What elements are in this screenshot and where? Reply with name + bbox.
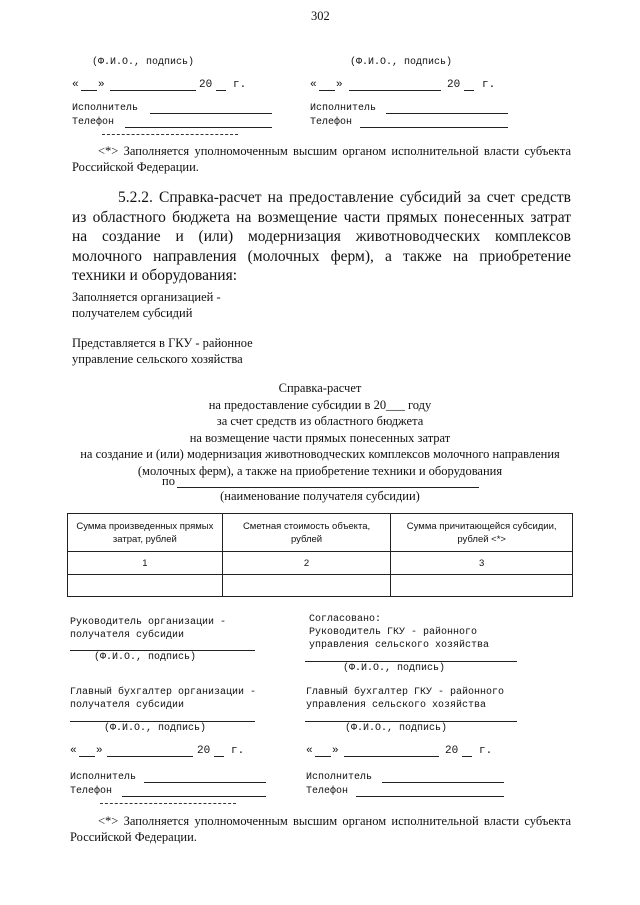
table-cell-empty[interactable] <box>68 575 223 597</box>
filled-by-line2: получателем субсидий <box>72 306 193 320</box>
date-quote-open: « <box>72 79 79 91</box>
date-year: 20 <box>447 79 461 91</box>
submitted-to-line2: управление сельского хозяйства <box>72 352 243 366</box>
date-quote-close: » <box>98 79 105 91</box>
table-number-row <box>68 552 573 575</box>
executor-label: Исполнитель <box>310 103 377 114</box>
phone-label: Телефон <box>306 786 349 797</box>
date-quote-close: » <box>332 745 339 757</box>
date-quote-open: « <box>70 745 77 757</box>
filled-by-note <box>72 289 221 321</box>
table-header-cell: Сметная стоимость объекта, рублей <box>222 514 391 552</box>
calculation-table <box>67 513 573 597</box>
table-cell: 1 <box>68 552 223 575</box>
form-line: на предоставление субсидии в 20___ году <box>208 397 432 412</box>
section-heading: 5.2.2. Справка-расчет на предоставление субсидий за счет средств из областного бюджета на возмещение части прямых понесенных затрат на создание и (или) модернизация животноводческих комплексов молочного направления (молочных ферм), а также на приобретение техники и оборудования: <box>72 189 571 284</box>
signature-line <box>305 721 517 722</box>
form-line: на возмещение части прямых понесенных затрат <box>189 430 451 445</box>
date-suffix: г. <box>231 745 245 757</box>
form-line: (молочных ферм), а также на приобретение техники и оборудования <box>137 463 503 478</box>
table-row <box>68 575 573 597</box>
recipient-caption: (наименование получателя субсидии) <box>220 489 420 503</box>
date-quote-close: » <box>96 745 103 757</box>
table-cell-empty[interactable] <box>391 575 573 597</box>
date-year: 20 <box>445 745 459 757</box>
form-po-label: по <box>162 474 175 488</box>
date-quote-open: « <box>306 745 313 757</box>
acc-org-line1: Главный бухгалтер организации - <box>70 687 257 698</box>
date-suffix: г. <box>482 79 496 91</box>
table-header-row <box>68 514 573 552</box>
executor-label: Исполнитель <box>306 772 373 783</box>
footnote: <*> Заполняется уполномоченным высшим органом исполнительной власти субъекта Российской Федерации. <box>70 814 571 844</box>
recipient-name-line <box>177 487 479 488</box>
table-cell: 2 <box>222 552 391 575</box>
executor-label: Исполнитель <box>72 103 139 114</box>
signature-caption-left: (Ф.И.О., подпись) <box>92 57 195 68</box>
head-gku-line1: Руководитель ГКУ - районного <box>309 627 478 638</box>
date-year: 20 <box>197 745 211 757</box>
form-line: на создание и (или) модернизация животноводческих комплексов молочного направления <box>80 447 560 461</box>
phone-label: Телефон <box>72 117 115 128</box>
form-title-block <box>0 380 640 479</box>
date-quote-close: » <box>336 79 343 91</box>
date-suffix: г. <box>233 79 247 91</box>
signature-caption-right: (Ф.И.О., подпись) <box>350 57 453 68</box>
acc-org-label <box>70 686 256 712</box>
signature-caption: (Ф.И.О., подпись) <box>94 652 197 663</box>
head-gku-line2: управления сельского хозяйства <box>309 640 490 651</box>
acc-gku-line2: управления сельского хозяйства <box>306 700 487 711</box>
submitted-to-line1: Представляется в ГКУ - районное <box>72 336 253 350</box>
acc-gku-label <box>306 686 504 712</box>
signature-caption: (Ф.И.О., подпись) <box>104 723 207 734</box>
head-org-line1: Руководитель организации - <box>70 617 227 628</box>
signature-caption: (Ф.И.О., подпись) <box>343 663 446 674</box>
head-org-label <box>70 616 226 642</box>
filled-by-line1: Заполняется организацией - <box>72 290 221 304</box>
phone-label: Телефон <box>310 117 353 128</box>
page-number: 302 <box>311 9 330 23</box>
table-cell: 3 <box>391 552 573 575</box>
phone-label: Телефон <box>70 786 113 797</box>
table-header-cell: Сумма произведенных прямых затрат, рублей <box>68 514 223 552</box>
submitted-to-note <box>72 335 253 367</box>
acc-org-line2: получателя субсидии <box>70 700 185 711</box>
head-org-line2: получателя субсидии <box>70 630 185 641</box>
form-title: Справка-расчет <box>278 381 362 395</box>
date-quote-open: « <box>310 79 317 91</box>
agreed-label: Согласовано: <box>309 614 382 625</box>
form-line: за счет средств из областного бюджета <box>216 414 424 428</box>
signature-caption: (Ф.И.О., подпись) <box>345 723 448 734</box>
table-cell-empty[interactable] <box>222 575 391 597</box>
head-gku-label <box>309 613 489 652</box>
footnote: <*> Заполняется уполномоченным высшим органом исполнительной власти субъекта Российской Федерации. <box>72 144 571 174</box>
signature-line <box>70 721 255 722</box>
date-year: 20 <box>199 79 213 91</box>
footnote-separator <box>100 803 236 804</box>
signature-line <box>70 650 255 651</box>
executor-label: Исполнитель <box>70 772 137 783</box>
footnote-separator <box>102 134 238 135</box>
date-suffix: г. <box>479 745 493 757</box>
table-header-cell: Сумма причитающейся субсидии, рублей <*> <box>391 514 573 552</box>
signature-line <box>305 661 517 662</box>
acc-gku-line1: Главный бухгалтер ГКУ - районного <box>306 687 505 698</box>
